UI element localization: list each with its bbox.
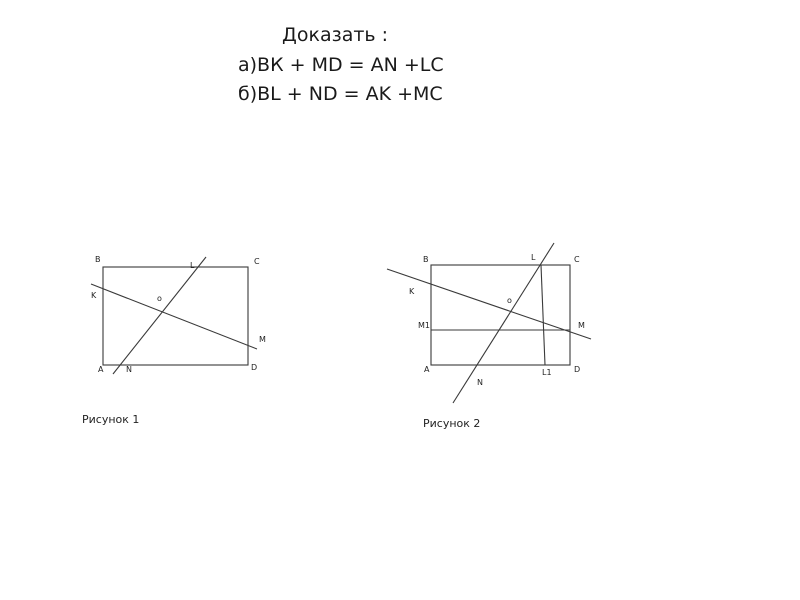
fig2-label-o: o <box>507 296 512 305</box>
fig1-label-b: B <box>95 255 101 264</box>
fig1-rectangle-abcd <box>103 267 248 365</box>
fig2-label-d: D <box>574 365 581 374</box>
fig1-label-n: N <box>126 365 132 374</box>
task-item-b: б)BL + ND = AK +MC <box>238 83 443 105</box>
fig2-label-c: C <box>574 255 580 264</box>
fig1-label-d: D <box>251 363 258 372</box>
fig1-label-c: C <box>254 257 260 266</box>
figure-2-labels <box>409 253 585 430</box>
fig1-line-nl <box>113 257 206 374</box>
task-title: Доказать : <box>282 24 389 46</box>
fig2-label-m1: M1 <box>418 321 430 330</box>
fig1-label-k: K <box>91 291 97 300</box>
figure-1-labels <box>82 255 266 426</box>
fig1-line-km <box>91 284 257 349</box>
fig2-label-l1: L1 <box>542 368 552 377</box>
fig1-caption: Рисунок 1 <box>82 413 140 426</box>
figure-1 <box>91 257 257 374</box>
fig1-label-l: L <box>190 261 195 270</box>
fig1-label-o: o <box>157 294 162 303</box>
task-item-a: а)ВК + MD = AN +LC <box>238 54 444 76</box>
fig2-label-m: M <box>578 321 585 330</box>
fig2-label-a: A <box>424 365 430 374</box>
fig2-line-ll1 <box>541 265 545 365</box>
fig2-label-k: K <box>409 287 415 296</box>
fig2-label-n: N <box>477 378 483 387</box>
fig2-line-nl <box>453 243 554 403</box>
fig1-label-m: M <box>259 335 266 344</box>
fig2-label-l: L <box>531 253 536 262</box>
fig1-label-a: A <box>98 365 104 374</box>
fig2-label-b: B <box>423 255 429 264</box>
fig2-caption: Рисунок 2 <box>423 417 481 430</box>
fig2-rectangle-abcd <box>431 265 570 365</box>
